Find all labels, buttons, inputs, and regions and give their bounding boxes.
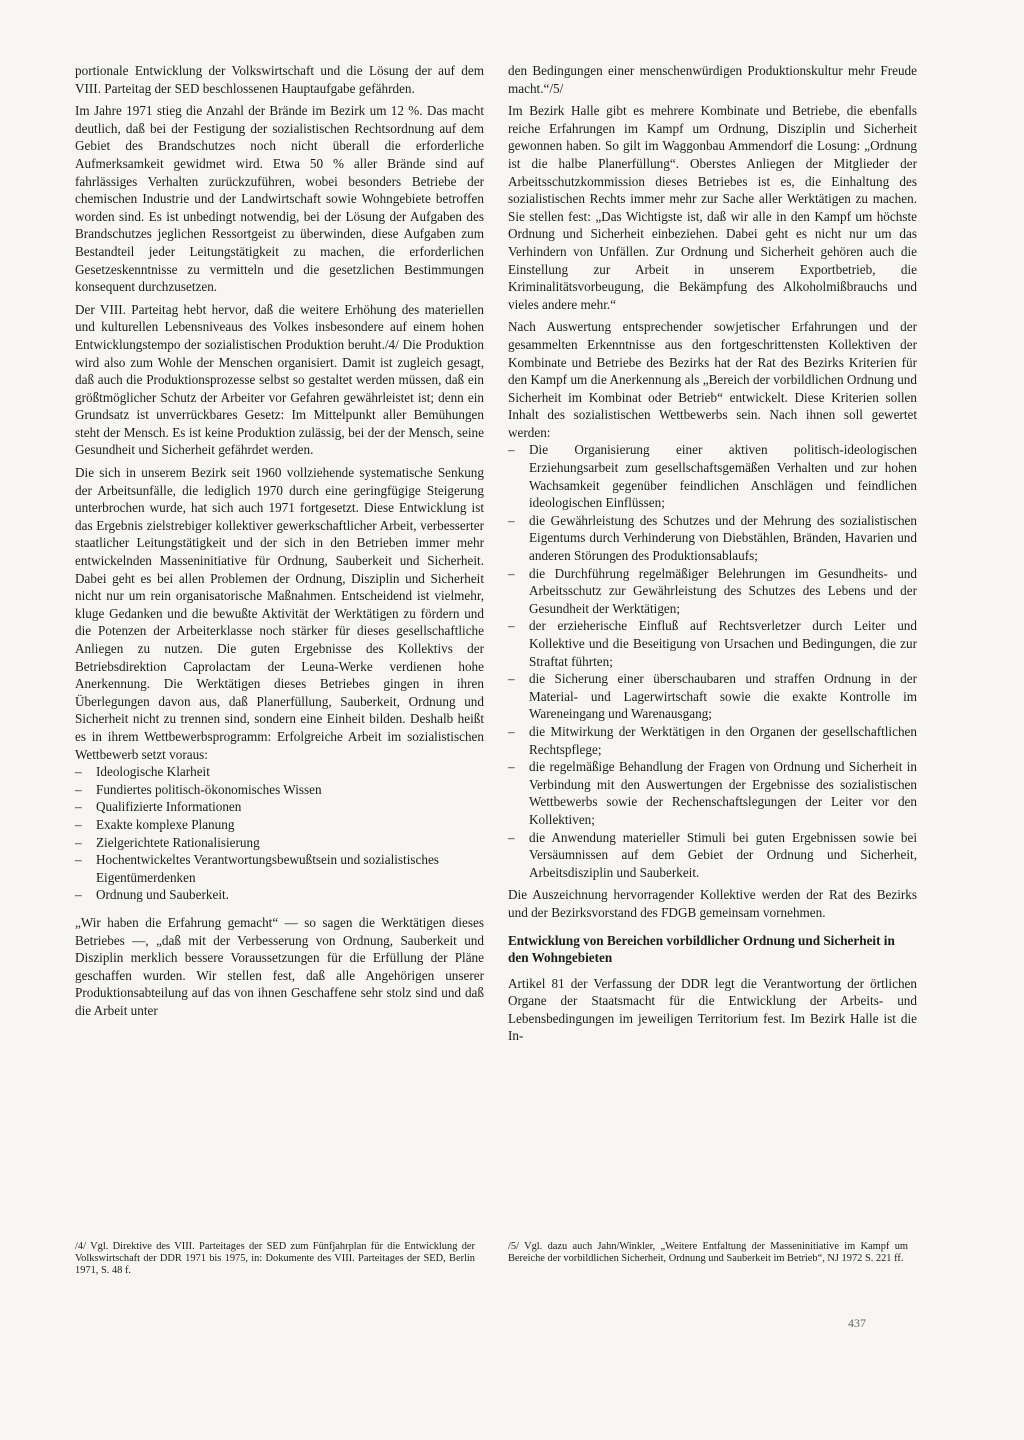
list-item: – der erzieherische Einfluß auf Rechtsverletzer durch Leiter und Kollektive und die Beseitigung von Ursachen und Bedingungen, die zur Straftat führten; [508,617,917,670]
footnote-5: /5/ Vgl. dazu auch Jahn/Winkler, „Weitere Entfaltung der Masseninitiative im Kampf um Bereiche der vorbildlichen Sicherheit, Ordnung und Sauberkeit im Betrieb“, NJ 1972 S. 221 ff. [508,1241,908,1265]
requirements-list [75,763,484,904]
paragraph: Im Jahre 1971 stieg die Anzahl der Brände im Bezirk um 12 %. Das macht deutlich, daß bei der Festigung der sozialistischen Rechtsordnung auf dem Gebiet des Brandschutzes noch nicht überall die erforderliche Aufmerksamkeit gewidmet wird. Etwa 50 % aller Brände sind auf fahrlässiges Verhalten zurückzuführen, wobei besonders Betriebe der chemischen Industrie und der Landwirtschaft sowie Wohngebiete betroffen worden sind. Es ist unbedingt notwendig, bei der Lösung der Aufgaben des Brandschutzes jeglichen Ressortgeist zu überwinden, diese Aufgaben zum Bestandteil jeder Leitungstätigkeit zu machen, die erforderlichen Gesetzeskenntnisse zu vermitteln und die gesetzlichen Bestimmungen konsequent durchzusetzen. [75,103,484,295]
list-item: – Qualifizierte Informationen [75,798,484,816]
paragraph: Artikel 81 der Verfassung der DDR legt die Verantwortung der örtlichen Organe der Staatsmacht für die Entwicklung der Arbeits- und Lebensbedingungen im jeweiligen Territorium fest. Im Bezirk Halle ist die In- [508,975,917,1044]
paragraph: Der VIII. Parteitag hebt hervor, daß die weitere Erhöhung des materiellen und kulturellen Lebensniveaus des Volkes insbesondere auf einem hohen Entwicklungstempo der sozialistischen Produktion beruht./4/ Die Produktion wird also zum Wohle der Menschen organisiert. Damit ist zugleich gesagt, daß auch die Produktionsprozesse selbst so gestaltet werden müssen, daß ein größtmöglicher Schutz der Arbeiter vor Gefahren gewährleistet ist; denn ein Grundsatz ist unverrückbares Gesetz: Im Mittelpunkt aller Bemühungen steht der Mensch. Es ist keine Produktion zulässig, bei der der Mensch, seine Gesundheit und Sicherheit gefährdet werden. [75,301,484,458]
list-item: – Zielgerichtete Rationalisierung [75,834,484,852]
list-item: – Exakte komplexe Planung [75,816,484,834]
list-item: – die Gewährleistung des Schutzes und der Mehrung des sozialistischen Eigentums durch Verhinderung von Diebstählen, Bränden, Havarien und anderen Störungen des Produktionsablaufs; [508,512,917,565]
paragraph: „Wir haben die Erfahrung gemacht“ — so sagen die Werktätigen dieses Betriebes —, „daß mit der Verbesserung von Ordnung, Sauberkeit und Disziplin merklich bessere Voraussetzungen für die Erfüllung der Pläne geschaffen wurden. Wir stellen fest, daß alle Angehörigen unserer Produktionsabteilung auf das von ihnen Geschaffene sehr stolz sind und daß die Arbeit unter [75,914,484,1018]
criteria-list [508,441,917,881]
list-item: – die Anwendung materieller Stimuli bei guten Ergebnissen sowie bei Versäumnissen auf dem Gebiet der Ordnung und Sicherheit, Arbeitsdisziplin und Sauberkeit. [508,829,917,882]
list-item: – Ideologische Klarheit [75,763,484,781]
page-number: 437 [848,1316,866,1330]
right-column [508,62,917,1050]
list-item: – die Mitwirkung der Werktätigen in den Organen der gesellschaftlichen Rechtspflege; [508,723,917,758]
paragraph: den Bedingungen einer menschenwürdigen Produktionskultur mehr Freude macht.“/5/ [508,63,917,96]
list-item: – die regelmäßige Behandlung der Fragen von Ordnung und Sicherheit in Verbindung mit den Auswertungen der Ergebnisse des sozialistischen Wettbewerbs sowie der Rechenschaftslegungen der Leiter vor den Kollektiven; [508,758,917,828]
list-item: – die Durchführung regelmäßiger Belehrungen im Gesundheits- und Arbeitsschutz zur Gewährleistung des Schutzes des Lebens und der Gesundheit der Werktätigen; [508,565,917,618]
list-item: – Fundiertes politisch-ökonomisches Wissen [75,781,484,799]
paragraph: Im Bezirk Halle gibt es mehrere Kombinate und Betriebe, die ebenfalls reiche Erfahrungen im Kampf um Ordnung, Disziplin und Sicherheit gewonnen haben. So gilt im Waggonbau Ammendorf die Losung: „Ordnung ist die halbe Planerfüllung“. Oberstes Anliegen der Mitglieder der Arbeitsschutzkommission dieses Betriebes ist es, die Einhaltung des sozialistischen Rechts immer mehr zur Sache aller Werktätigen zu machen. Sie stellen fest: „Das Wichtigste ist, daß wir alle in den Kampf um höchste Ordnung und Sicherheit einbeziehen. Dabei geht es nicht nur um das Verhindern von Unfällen. Zur Ordnung und Sicherheit gehören auch die Einstellung zur Arbeit in unserem Exportbetrieb, die Kriminalitätsvorbeugung, die Bekämpfung des Alkoholmißbrauchs und vieles andere mehr.“ [508,103,917,312]
paragraph: Die sich in unserem Bezirk seit 1960 vollziehende systematische Senkung der Arbeitsunfälle, die lediglich 1970 durch eine geringfügige Steigerung unterbrochen wurde, hat sich auch 1971 fortgesetzt. Diese Entwicklung ist das Ergebnis zielstrebiger kollektiver gewerkschaftlicher Arbeit, verbesserter staatlicher Leitungstätigkeit und der sich in den Betrieben immer mehr entwickelnden Masseninitiative für Ordnung, Sauberkeit und Sicherheit. Dabei geht es bei allen Problemen der Ordnung, Disziplin und Sicherheit nicht nur um rein organisatorische Maßnahmen. Entscheidend ist vielmehr, kluge Gedanken und die bewußte Aktivität der Werktätigen zu fördern und die Potenzen der Arbeiterklasse noch stärker für dieses gesellschaftliche Anliegen zu nutzen. Die guten Ergebnisse des Kollektivs der Betriebsdirektion Caprolactam der Leuna-Werke verdienen hohe Anerkennung. Die Werktätigen dieses Betriebes gingen in ihren Überlegungen davon aus, daß Planerfüllung, Sauberkeit, Ordnung und Sicherheit nicht zu trennen sind, sondern eine Einheit bilden. Deshalb heißt es in ihrem Wettbewerbsprogramm: Erfolgreiche Arbeit im sozialistischen Wettbewerb setzt voraus: [75,465,484,762]
paragraph: portionale Entwicklung der Volkswirtschaft und die Lösung der auf dem VIII. Parteitag der SED beschlossenen Hauptaufgabe gefährden. [75,63,484,96]
left-column [75,62,484,1024]
list-item: – die Sicherung einer überschaubaren und straffen Ordnung in der Material- und Lagerwirtschaft sowie die exakte Kontrolle im Wareneingang und Warenausgang; [508,670,917,723]
list-item: – Hochentwickeltes Verantwortungsbewußtsein und sozialistisches Eigentümerdenken [75,851,484,886]
section-heading: Entwicklung von Bereichen vorbildlicher Ordnung und Sicherheit in den Wohngebieten [508,932,895,966]
footnote-4: /4/ Vgl. Direktive des VIII. Parteitages der SED zum Fünfjahrplan für die Entwicklung der Volkswirtschaft der DDR 1971 bis 1975, in: Dokumente des VIII. Parteitages der SED, Berlin 1971, S. 48 f. [75,1241,475,1277]
paragraph: Nach Auswertung entsprechender sowjetischer Erfahrungen und der gesammelten Erkenntnisse aus den fortgeschrittensten Kollektiven der Kombinate und Betriebe des Bezirks hat der Rat des Bezirks Kriterien für den Kampf um die Anerkennung als „Bereich der vorbildlichen Ordnung und Sicherheit im Kombinat oder Betrieb“ entwickelt. Diese Kriterien sollen Inhalt des sozialistischen Wettbewerbs sein. Nach ihnen soll gewertet werden: [508,319,917,440]
list-item: – Ordnung und Sauberkeit. [75,886,484,904]
list-item: – Die Organisierung einer aktiven politisch-ideologischen Erziehungsarbeit zum gesellschaftsgemäßen Verhalten und zur hohen Wachsamkeit gegenüber feindlichen Anschlägen und feindlichen ideologischen Einflüssen; [508,441,917,511]
paragraph: Die Auszeichnung hervorragender Kollektive werden der Rat des Bezirks und der Bezirksvorstand des FDGB gemeinsam vornehmen. [508,887,917,920]
